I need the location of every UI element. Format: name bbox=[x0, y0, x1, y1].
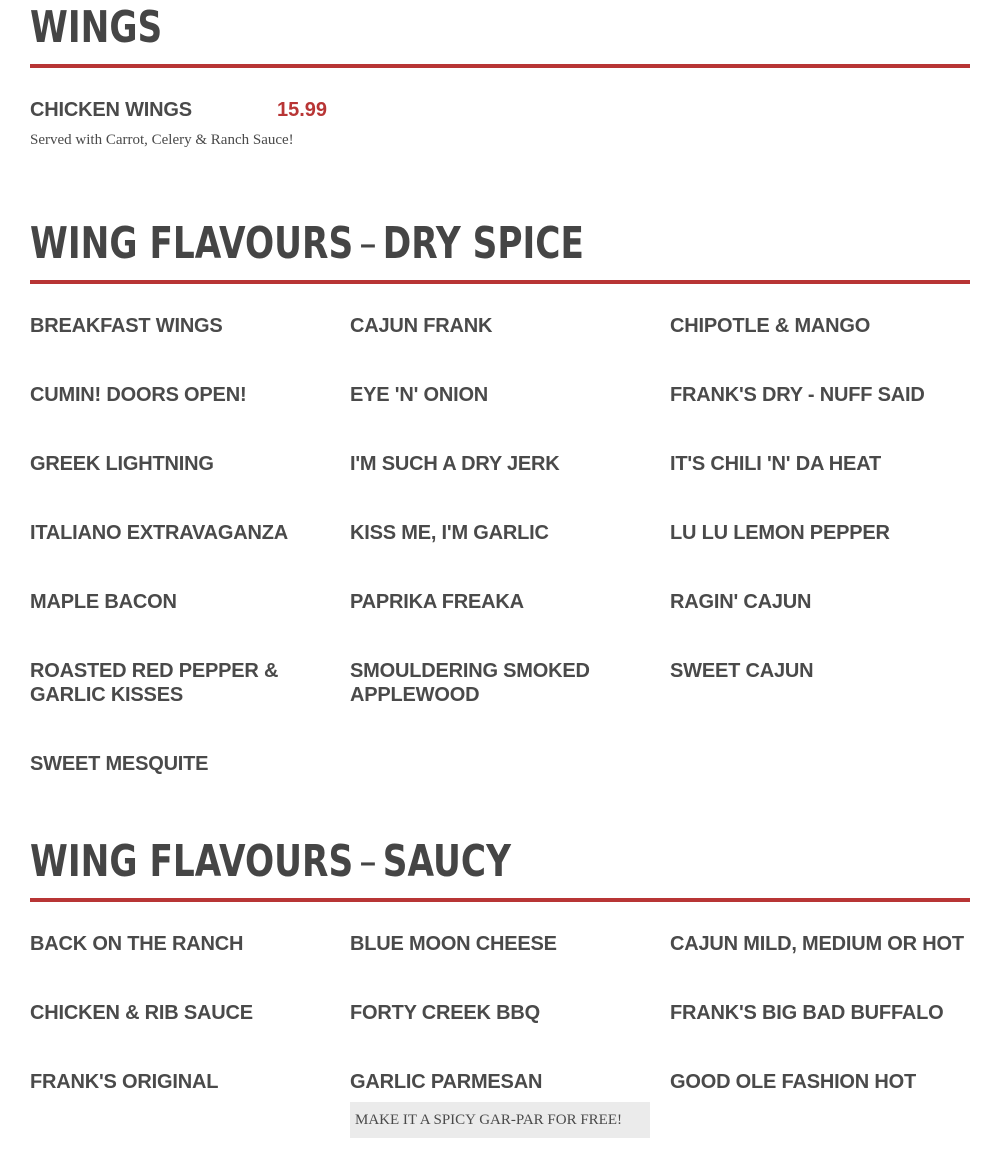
dry-spice-title-dash: – bbox=[359, 218, 377, 269]
flavour-item[interactable]: ROASTED RED PEPPER & GARLIC KISSES bbox=[30, 660, 279, 706]
flavour-item[interactable]: GOOD OLE FASHION HOT bbox=[670, 1071, 917, 1093]
flavour-item[interactable]: GREEK LIGHTNING bbox=[30, 453, 214, 475]
flavour-item[interactable]: SWEET CAJUN bbox=[670, 660, 814, 682]
flavour-item[interactable]: IT'S CHILI 'N' DA HEAT bbox=[670, 453, 881, 475]
menu-item-price: 15.99 bbox=[277, 99, 328, 121]
dry-spice-divider bbox=[30, 280, 970, 284]
flavour-item-garlic-parmesan[interactable] bbox=[350, 1070, 650, 1138]
flavour-item[interactable]: CHIPOTLE & MANGO bbox=[670, 315, 871, 337]
flavour-item[interactable]: SMOULDERING SMOKED APPLEWOOD bbox=[350, 660, 590, 706]
wings-divider bbox=[30, 64, 970, 68]
flavour-item[interactable]: FRANK'S BIG BAD BUFFALO bbox=[670, 1002, 944, 1024]
flavour-item[interactable]: FORTY CREEK BBQ bbox=[350, 1002, 540, 1024]
flavour-item[interactable]: FRANK'S DRY - NUFF SAID bbox=[670, 384, 925, 406]
flavour-item[interactable]: I'M SUCH A DRY JERK bbox=[350, 453, 560, 475]
flavour-item[interactable]: PAPRIKA FREAKA bbox=[350, 591, 524, 613]
flavour-item[interactable]: BLUE MOON CHEESE bbox=[350, 933, 557, 955]
saucy-title-sub: SAUCY bbox=[382, 836, 511, 887]
saucy-title-dash: – bbox=[359, 836, 377, 887]
dry-spice-title-main: WING FLAVOURS bbox=[30, 218, 354, 269]
dry-spice-title bbox=[30, 218, 584, 270]
flavour-item[interactable]: ITALIANO EXTRAVAGANZA bbox=[30, 522, 289, 544]
flavour-item[interactable]: CAJUN FRANK bbox=[350, 315, 493, 337]
menu-item-name: CHICKEN WINGS bbox=[30, 99, 192, 121]
wings-title-text: WINGS bbox=[30, 2, 163, 53]
flavour-item[interactable]: BACK ON THE RANCH bbox=[30, 933, 244, 955]
flavour-item[interactable]: LU LU LEMON PEPPER bbox=[670, 522, 890, 544]
flavour-item[interactable]: SWEET MESQUITE bbox=[30, 753, 209, 775]
flavour-item-name: GARLIC PARMESAN bbox=[350, 1071, 543, 1093]
flavour-item[interactable]: MAPLE BACON bbox=[30, 591, 177, 613]
dry-spice-title-sub: DRY SPICE bbox=[382, 218, 584, 269]
flavour-item[interactable]: CUMIN! DOORS OPEN! bbox=[30, 384, 247, 406]
flavour-item[interactable]: EYE 'N' ONION bbox=[350, 384, 489, 406]
flavour-item[interactable]: CHICKEN & RIB SAUCE bbox=[30, 1002, 253, 1024]
flavour-item[interactable]: RAGIN' CAJUN bbox=[670, 591, 812, 613]
saucy-title-main: WING FLAVOURS bbox=[30, 836, 354, 887]
saucy-title bbox=[30, 836, 511, 888]
wings-title bbox=[30, 2, 162, 54]
menu-item-description: Served with Carrot, Celery & Ranch Sauce! bbox=[30, 132, 294, 148]
flavour-item[interactable]: BREAKFAST WINGS bbox=[30, 315, 223, 337]
saucy-divider bbox=[30, 898, 970, 902]
flavour-item[interactable]: FRANK'S ORIGINAL bbox=[30, 1071, 219, 1093]
flavour-item[interactable]: CAJUN MILD, MEDIUM OR HOT bbox=[670, 933, 964, 955]
flavour-item[interactable]: KISS ME, I'M GARLIC bbox=[350, 522, 549, 544]
flavour-note-badge: MAKE IT A SPICY GAR-PAR FOR FREE! bbox=[350, 1102, 650, 1138]
